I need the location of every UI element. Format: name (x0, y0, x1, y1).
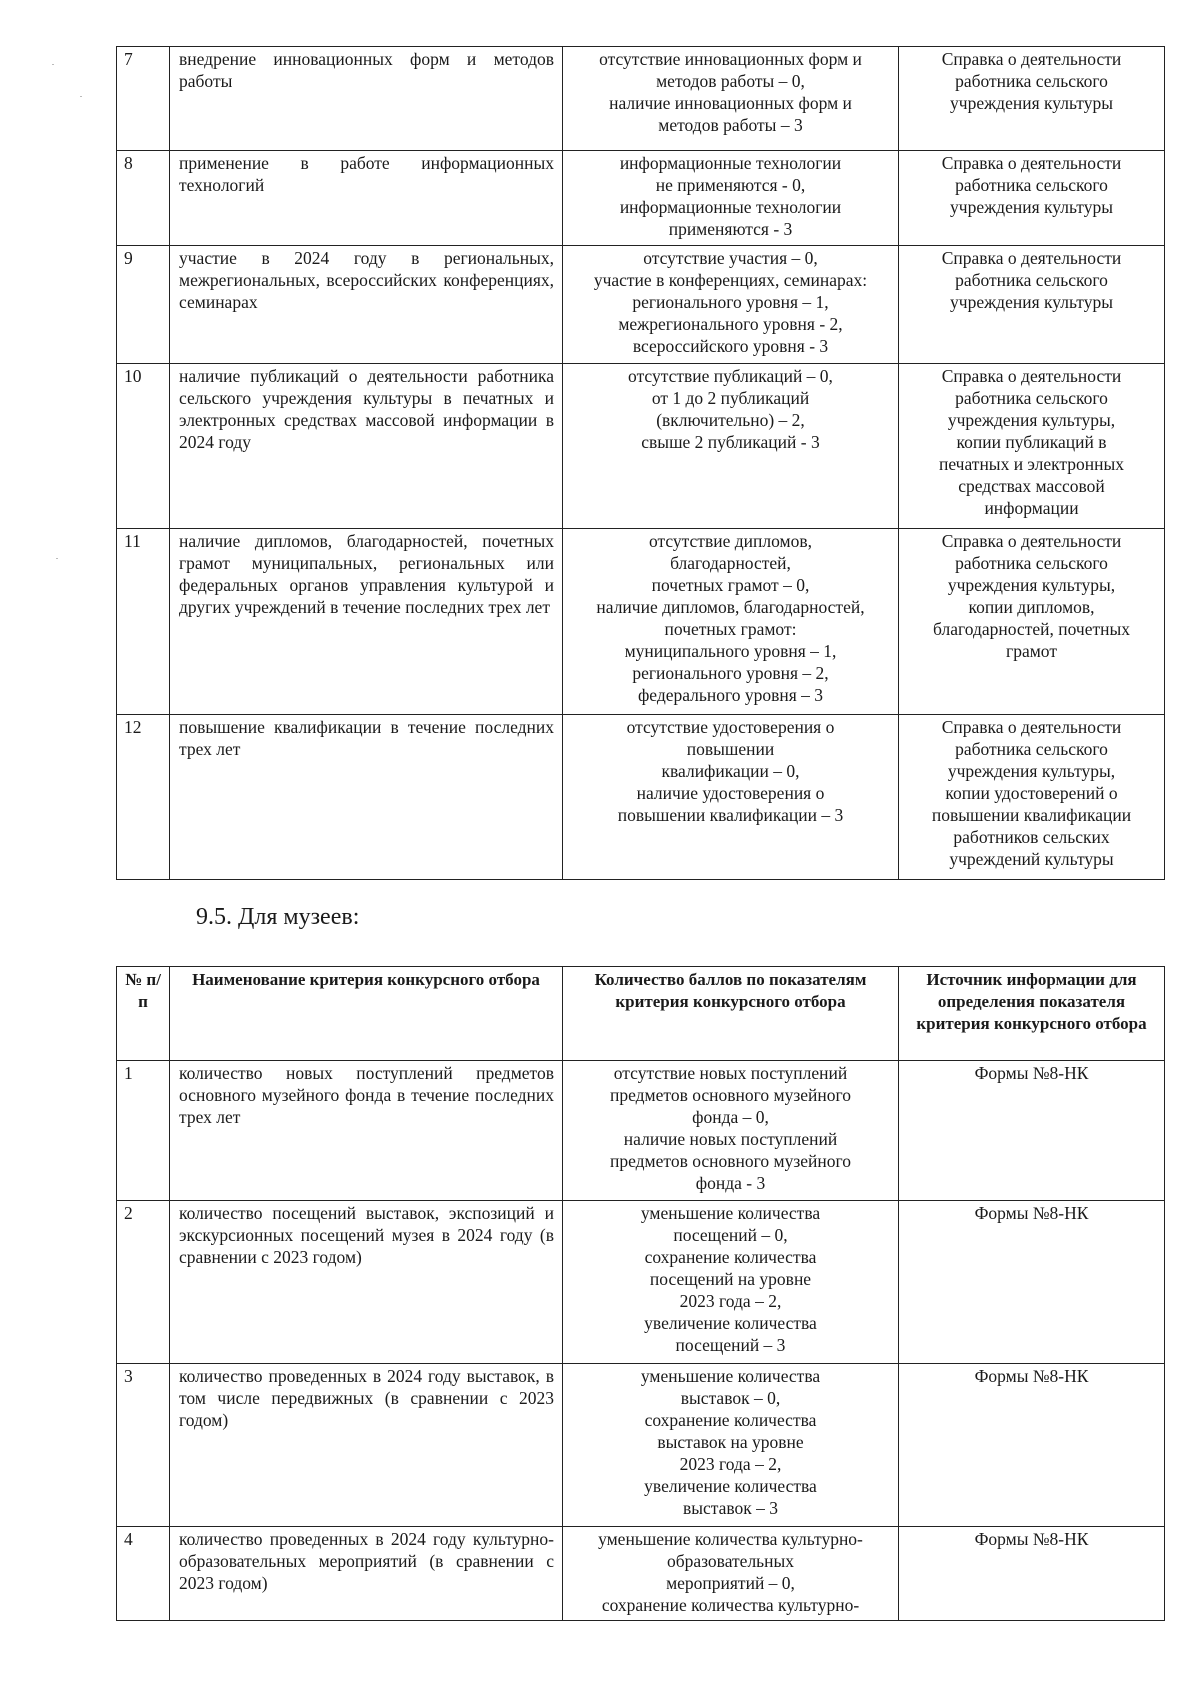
points-line: информационные технологии (619, 153, 842, 173)
source-cell (899, 1527, 1165, 1621)
points-line: фонда – 0, (692, 1107, 769, 1127)
points-line: выставок на уровне (657, 1432, 804, 1452)
points-line: квалификации – 0, (661, 761, 800, 781)
table-row (117, 715, 1165, 880)
row-number: 2 (117, 1201, 170, 1364)
points-line: 2023 года – 2, (679, 1291, 782, 1311)
points-line: наличие новых поступлений (623, 1129, 838, 1149)
points-line: наличие инновационных форм и (609, 93, 852, 113)
points-line: посещений на уровне (649, 1269, 812, 1289)
source-line: благодарностей, почетных (933, 619, 1130, 639)
scan-speck (56, 558, 58, 559)
criterion-text: количество посещений выставок, экспозиций и экскурсионных посещений музея в 2024 году (в сравнении с 2023 годом) (170, 1201, 563, 1364)
points-line: (включительно) – 2, (656, 410, 805, 430)
row-number: 9 (117, 246, 170, 364)
points-line: уменьшение количества (640, 1203, 821, 1223)
points-line: свыше 2 публикаций - 3 (641, 432, 820, 452)
table-row (117, 246, 1165, 364)
criterion-text: внедрение инновационных форм и методов работы (170, 47, 563, 151)
source-line: копии удостоверений о (945, 783, 1118, 803)
points-cell (563, 364, 899, 529)
row-number: 4 (117, 1527, 170, 1621)
criterion-text: количество проведенных в 2024 году выставок, в том числе передвижных (в сравнении с 2023 годом) (170, 1364, 563, 1527)
points-line: отсутствие публикаций – 0, (628, 366, 833, 386)
points-cell (563, 1061, 899, 1201)
points-cell (563, 151, 899, 246)
points-line: участие в конференциях, семинарах: (593, 270, 868, 290)
points-line: федерального уровня – 3 (637, 685, 824, 705)
points-line: образовательных (666, 1551, 795, 1571)
source-cell (899, 529, 1165, 715)
points-line: фонда - 3 (695, 1173, 766, 1193)
points-line: наличие удостоверения о (636, 783, 825, 803)
source-line: грамот (1006, 641, 1057, 661)
points-line: методов работы – 0, (656, 71, 805, 91)
table-row (117, 47, 1165, 151)
source-cell (899, 47, 1165, 151)
source-cell (899, 364, 1165, 529)
row-number: 8 (117, 151, 170, 246)
points-line: посещений – 3 (675, 1335, 786, 1355)
criterion-text: участие в 2024 году в региональных, межрегиональных, всероссийских конференциях, семинарах (170, 246, 563, 364)
row-number: 3 (117, 1364, 170, 1527)
points-cell (563, 47, 899, 151)
source-line: Справка о деятельности (941, 49, 1122, 69)
points-line: посещений – 0, (673, 1225, 788, 1245)
points-line: благодарностей, (670, 553, 791, 573)
scan-speck (52, 64, 54, 65)
source-line: печатных и электронных (938, 454, 1124, 474)
table-row (117, 1201, 1165, 1364)
points-cell (563, 246, 899, 364)
header-source: Источник информации для определения показателя критерия конкурсного отбора (899, 967, 1165, 1061)
row-number: 7 (117, 47, 170, 151)
table-row (117, 1061, 1165, 1201)
points-line: регионального уровня – 2, (632, 663, 829, 683)
points-line: мероприятий – 0, (666, 1573, 795, 1593)
source-line: Формы №8-НК (974, 1203, 1089, 1223)
source-line: учреждения культуры, (947, 761, 1116, 781)
source-line: работника сельского (955, 270, 1108, 290)
points-line: информационные технологии (619, 197, 842, 217)
row-number: 12 (117, 715, 170, 880)
points-line: уменьшение количества (640, 1366, 821, 1386)
points-line: применяются - 3 (668, 219, 793, 239)
source-cell (899, 246, 1165, 364)
source-cell (899, 151, 1165, 246)
header-number: № п/п (117, 967, 170, 1061)
points-line: увеличение количества (644, 1476, 817, 1496)
points-line: предметов основного музейного (610, 1151, 851, 1171)
source-line: информации (984, 498, 1079, 518)
source-line: учреждения культуры, (947, 410, 1116, 430)
source-line: Справка о деятельности (941, 248, 1122, 268)
points-line: сохранение количества культурно- (601, 1595, 860, 1615)
points-cell (563, 1364, 899, 1527)
table-row (117, 364, 1165, 529)
table-row (117, 529, 1165, 715)
points-cell (563, 715, 899, 880)
points-line: не применяются - 0, (655, 175, 806, 195)
points-line: 2023 года – 2, (679, 1454, 782, 1474)
source-line: копии дипломов, (968, 597, 1095, 617)
points-line: отсутствие дипломов, (649, 531, 812, 551)
points-line: выставок – 3 (682, 1498, 779, 1518)
source-cell (899, 1201, 1165, 1364)
criterion-text: повышение квалификации в течение последних трех лет (170, 715, 563, 880)
header-criterion: Наименование критерия конкурсного отбора (170, 967, 563, 1061)
section-heading: 9.5. Для музеев: (196, 904, 360, 930)
points-line: уменьшение количества культурно- (598, 1529, 863, 1549)
source-cell (899, 1061, 1165, 1201)
source-line: Справка о деятельности (941, 366, 1122, 386)
table-header-row (117, 967, 1165, 1061)
source-cell (899, 1364, 1165, 1527)
source-line: копии публикаций в (956, 432, 1107, 452)
source-line: учреждения культуры (950, 93, 1113, 113)
points-line: наличие дипломов, благодарностей, (596, 597, 865, 617)
points-line: отсутствие участия – 0, (643, 248, 818, 268)
header-points: Количество баллов по показателям критерия конкурсного отбора (563, 967, 899, 1061)
row-number: 1 (117, 1061, 170, 1201)
source-line: повышении квалификации (931, 805, 1132, 825)
source-line: Справка о деятельности (941, 153, 1122, 173)
points-cell (563, 529, 899, 715)
criterion-text: наличие публикаций о деятельности работника сельского учреждения культуры в печатных и электронных средствах массовой информации в 2024 году (170, 364, 563, 529)
museums-criteria-table (116, 966, 1165, 1621)
criterion-text: количество новых поступлений предметов основного музейного фонда в течение последних трех лет (170, 1061, 563, 1201)
source-line: Формы №8-НК (974, 1366, 1089, 1386)
points-line: регионального уровня – 1, (632, 292, 829, 312)
points-cell (563, 1527, 899, 1621)
source-cell (899, 715, 1165, 880)
source-line: учреждения культуры (950, 292, 1113, 312)
source-line: Формы №8-НК (974, 1529, 1089, 1549)
table-row (117, 151, 1165, 246)
points-line: сохранение количества (644, 1247, 817, 1267)
criterion-text: применение в работе информационных технологий (170, 151, 563, 246)
source-line: учреждений культуры (949, 849, 1114, 869)
source-line: средствах массовой (958, 476, 1105, 496)
source-line: учреждения культуры, (947, 575, 1116, 595)
row-number: 11 (117, 529, 170, 715)
points-line: отсутствие удостоверения о (626, 717, 835, 737)
points-line: муниципального уровня – 1, (624, 641, 837, 661)
source-line: работника сельского (955, 388, 1108, 408)
points-line: сохранение количества (644, 1410, 817, 1430)
table-row (117, 1364, 1165, 1527)
points-line: от 1 до 2 публикаций (651, 388, 810, 408)
points-line: отсутствие новых поступлений (613, 1063, 848, 1083)
source-line: работника сельского (955, 553, 1108, 573)
points-line: всероссийского уровня - 3 (632, 336, 829, 356)
points-line: почетных грамот – 0, (651, 575, 810, 595)
source-line: работника сельского (955, 175, 1108, 195)
points-line: методов работы – 3 (658, 115, 803, 135)
points-line: предметов основного музейного (610, 1085, 851, 1105)
points-line: выставок – 0, (680, 1388, 781, 1408)
points-line: повышении квалификации – 3 (617, 805, 844, 825)
points-cell (563, 1201, 899, 1364)
table-row (117, 1527, 1165, 1621)
criterion-text: количество проведенных в 2024 году культурно-образовательных мероприятий (в сравнении с 2023 годом) (170, 1527, 563, 1621)
source-line: работников сельских (953, 827, 1110, 847)
source-line: работника сельского (955, 739, 1108, 759)
scan-speck (80, 96, 82, 97)
points-line: увеличение количества (644, 1313, 817, 1333)
points-line: почетных грамот: (664, 619, 797, 639)
criterion-text: наличие дипломов, благодарностей, почетных грамот муниципальных, региональных или федеральных органов управления культурой и других учреждений в течение последних трех лет (170, 529, 563, 715)
points-line: повышении (686, 739, 775, 759)
criteria-table-continued (116, 46, 1165, 880)
source-line: Справка о деятельности (941, 717, 1122, 737)
source-line: учреждения культуры (950, 197, 1113, 217)
points-line: межрегионального уровня - 2, (618, 314, 843, 334)
points-line: отсутствие инновационных форм и (599, 49, 862, 69)
source-line: Формы №8-НК (974, 1063, 1089, 1083)
row-number: 10 (117, 364, 170, 529)
source-line: работника сельского (955, 71, 1108, 91)
source-line: Справка о деятельности (941, 531, 1122, 551)
